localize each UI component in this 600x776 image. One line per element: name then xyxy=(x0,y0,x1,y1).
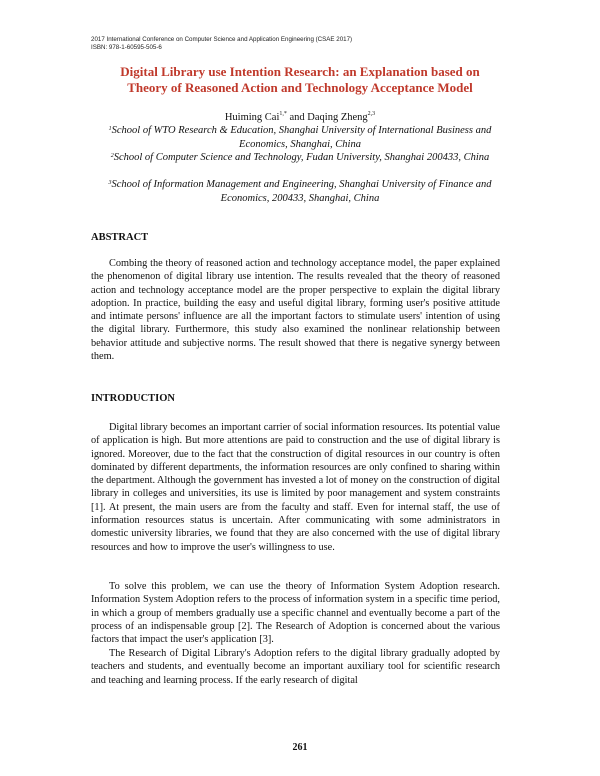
author-list xyxy=(60,112,540,123)
title-line-1: Digital Library use Intention Research: an Explanation based on xyxy=(120,64,480,79)
author-2-affiliation-mark: 2,3 xyxy=(367,111,376,117)
title-line-2: Theory of Reasoned Action and Technology Acceptance Model xyxy=(127,80,473,95)
abstract-text: Combing the theory of reasoned action and technology acceptance model, the paper explained the phenomenon of digital library use intention. The results revealed that the theory of reasoned action and technology acceptance model are the proper perspective to explain the digital library adoption. In practice, building the easy and useful digital library, forming user's positive attitude and intimate persons' influence are all the important factors to stimulate users' intention of using the digital library. Furthermore, this study also examined the nonlinear relationship between behavior attitude and subjective norms. The result showed that there is negative synergy between them. xyxy=(91,258,500,363)
introduction-paragraph-3: The Research of Digital Library's Adoption refers to the digital library gradually adopted by teachers and students, and eventually become an important auxiliary tool for scientific research and teaching and learning process. If the early research of digital xyxy=(91,648,500,686)
author-conjunction: and xyxy=(286,112,308,123)
affiliation-1-number: 1 xyxy=(108,126,112,132)
introduction-paragraph-2: To solve this problem, we can use the theory of Information System Adoption research. Information System Adoption refers to the process of information system in a specific time period, in which a group of members gradually use a specific channel and eventually become a part of the process of an indispensable group [2]. The Research of Adoption is concerned about the various factors that impact the user's application [3]. xyxy=(91,581,500,646)
affiliation-3-text: School of Information Management and Engineering, Shanghai University of Finance and Economics, 200433, Shanghai, China xyxy=(111,179,492,204)
introduction-paragraph-1: Digital library becomes an important carrier of social information resources. Its potential value of application is high. But more attentions are paid to construction and the use of digital library is ignored. Moreover, due to the fact that the construction of digital resources in our country is often dominated by different departments, the information resources are only confined to sharing within the department. Although the government has invested a lot of money on the construction of digital library in colleges and universities, its use is limited by poor management and system constraints [1]. At present, the main users are from the faculty and staff. Even for internal staff, the use of information resources status is uncertain. After communicating with some administrators in domestic university libraries, we found that they are also concerned with the use of digital library resources and how to improve the user's willingness to use. xyxy=(91,422,500,553)
affiliation-2 xyxy=(90,151,510,165)
author-2: Daqing Zheng xyxy=(307,112,368,123)
paper-title xyxy=(60,64,540,96)
affiliation-3-number: 3 xyxy=(108,180,112,186)
author-1: Huiming Cai xyxy=(224,112,280,123)
abstract-heading: ABSTRACT xyxy=(91,232,149,243)
affiliation-1-text: School of WTO Research & Education, Shanghai University of International Business and Economics, Shanghai, China xyxy=(111,125,492,150)
page-number: 261 xyxy=(292,742,308,753)
affiliation-3 xyxy=(90,178,510,205)
author-1-affiliation-mark: 1,* xyxy=(279,111,287,117)
isbn-header: ISBN: 978-1-60595-505-6 xyxy=(91,44,162,51)
affiliation-1 xyxy=(90,124,510,151)
affiliation-2-text: School of Computer Science and Technology, Fudan University, Shanghai 200433, China xyxy=(113,152,490,163)
affiliation-2-number: 2 xyxy=(110,153,114,159)
introduction-heading: INTRODUCTION xyxy=(91,393,176,404)
conference-header: 2017 International Conference on Computer Science and Application Engineering (CSAE 2017) xyxy=(91,36,353,43)
